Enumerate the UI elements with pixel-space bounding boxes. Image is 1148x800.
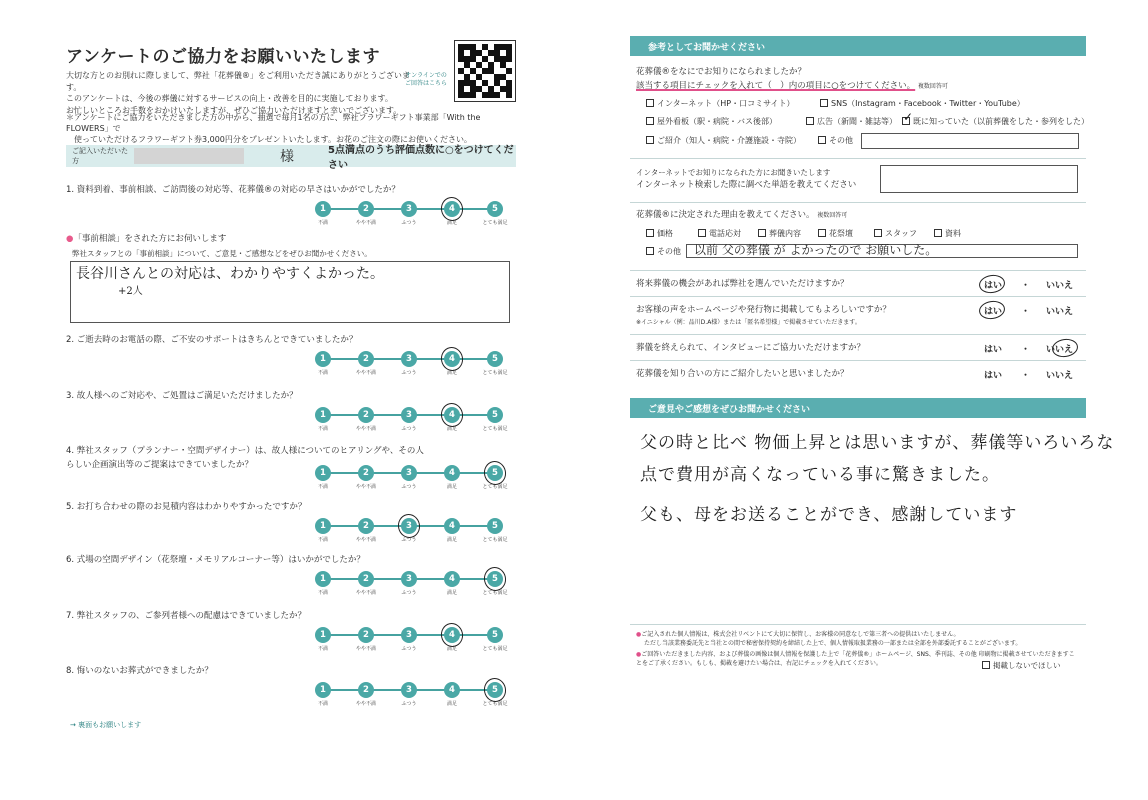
divider xyxy=(630,360,1086,361)
rating-option-2[interactable]: 2 xyxy=(358,682,374,698)
question-text: 5. お打ち合わせの際のお見積内容はわかりやすかったですか？ xyxy=(66,502,307,512)
rating-label: ふつう xyxy=(401,537,417,543)
yes-option[interactable]: はい xyxy=(984,281,1003,291)
option-ad[interactable]: 広告（新聞・雑誌等） xyxy=(806,116,897,128)
divider xyxy=(630,624,1086,625)
rating-option-4[interactable]: 4 xyxy=(444,682,460,698)
rating-option-4[interactable]: 4 xyxy=(444,627,460,643)
consult-answer-note: +2人 xyxy=(118,286,143,297)
rating-label: ふつう xyxy=(401,426,417,432)
rating-label: 満足 xyxy=(446,220,457,226)
rating-option-1[interactable]: 1 xyxy=(315,407,331,423)
reason-option[interactable]: 電話応対 xyxy=(698,228,741,240)
reason-other-answer: 以前 父の葬儀 が よかったので お願いした。 xyxy=(694,243,938,257)
rating-option-4[interactable]: 4 xyxy=(444,201,460,217)
option-sns[interactable]: SNS（Instagram・Facebook・Twitter・YouTube） xyxy=(820,98,1025,110)
option-other[interactable]: その他 xyxy=(818,135,853,147)
rating-option-4[interactable]: 4 xyxy=(444,571,460,587)
rating-label: ふつう xyxy=(401,646,417,652)
rating-label: とても満足 xyxy=(482,484,508,490)
q-internet-sub: インターネット検索した際に調べた単語を教えてください xyxy=(636,180,857,190)
rating-scale xyxy=(315,679,508,715)
yes-option[interactable]: はい xyxy=(984,307,1003,317)
consult-subtext: 弊社スタッフとの「事前相談」について、ご意見・ご感想などをぜひお聞かせください。 xyxy=(72,249,372,258)
reason-option[interactable]: 資料 xyxy=(934,228,961,240)
rating-label: 満足 xyxy=(446,701,457,707)
option-referral[interactable]: ご紹介（知人・病院・介護施設・寺院） xyxy=(646,135,801,147)
yes-option[interactable]: はい xyxy=(984,345,1003,355)
rating-label: ふつう xyxy=(401,484,417,490)
rating-scale xyxy=(315,462,508,498)
consult-answer: 長谷川さんとの対応は、わかりやすくよかった。 xyxy=(76,266,384,282)
rating-option-1[interactable]: 1 xyxy=(315,465,331,481)
rating-option-3[interactable]: 3 xyxy=(401,571,417,587)
continue-note: → 裏面もお願いします xyxy=(70,721,142,729)
question-text: 6. 式場の空間デザイン（花祭壇・メモリアルコーナー等）はいかがでしたか？ xyxy=(66,555,365,565)
rating-option-5[interactable]: 5 xyxy=(487,571,503,587)
q-internet: インターネットでお知りになられた方にお聞きいたします xyxy=(636,168,831,177)
rating-label: ふつう xyxy=(401,370,417,376)
question-text: 7. 弊社スタッフの、ご参列者様への配慮はできていましたか？ xyxy=(66,611,306,621)
rating-label: 不満 xyxy=(317,537,328,543)
rating-scale xyxy=(315,515,508,551)
comment-line-2: 点で費用が高くなっている事に驚きました。 xyxy=(640,465,1000,485)
rating-label: 不満 xyxy=(317,220,328,226)
reason-option[interactable]: 葬儀内容 xyxy=(758,228,801,240)
separator-dot: ・ xyxy=(1021,371,1031,381)
rating-label: とても満足 xyxy=(482,426,508,432)
rating-label: やや不満 xyxy=(355,426,376,432)
rating-option-3[interactable]: 3 xyxy=(401,465,417,481)
rating-option-5[interactable]: 5 xyxy=(487,201,503,217)
comment-line-1: 父の時と比べ 物価上昇とは思いますが、葬儀等いろいろな xyxy=(640,433,1115,453)
rating-label: 不満 xyxy=(317,590,328,596)
rating-label: ふつう xyxy=(401,220,417,226)
q-how-known: 花葬儀®をなにでお知りになられましたか？ xyxy=(636,67,807,77)
answer-circle xyxy=(978,299,1006,320)
rating-label: やや不満 xyxy=(355,484,376,490)
rating-scale xyxy=(315,568,508,604)
rating-option-4[interactable]: 4 xyxy=(444,351,460,367)
question-text: 3. 故人様へのご対応や、ご処置はご満足いただけましたか？ xyxy=(66,391,298,401)
rating-scale xyxy=(315,348,508,384)
privacy-note-2: ●ご回答いただきました内容、および葬儀の画像は個人情報を保護した上で「花葬儀®」ホームページ、SNS、季刊誌、その他 印刷物に掲載させていただきますことをご了承ください。もしも、掲載を避けたい場合は、右記にチェックを入れてください。 xyxy=(636,651,1075,667)
option-internet[interactable]: インターネット（HP・口コミサイト） xyxy=(646,98,795,110)
rating-option-5[interactable]: 5 xyxy=(487,627,503,643)
rating-option-4[interactable]: 4 xyxy=(444,465,460,481)
yes-no-question: 将来葬儀の機会があれば弊社を選んでいただけますか？ xyxy=(636,279,849,289)
rating-label: とても満足 xyxy=(482,537,508,543)
rating-option-5[interactable]: 5 xyxy=(487,351,503,367)
consult-heading: ●「事前相談」をされた方にお伺いします xyxy=(66,234,227,244)
rating-option-2[interactable]: 2 xyxy=(358,571,374,587)
rating-option-2[interactable]: 2 xyxy=(358,627,374,643)
rating-label: 不満 xyxy=(317,426,328,432)
reason-option[interactable]: スタッフ xyxy=(874,228,917,240)
rating-option-1[interactable]: 1 xyxy=(315,201,331,217)
no-option[interactable]: いいえ xyxy=(1046,307,1074,317)
rating-option-1[interactable]: 1 xyxy=(315,627,331,643)
rating-option-5[interactable]: 5 xyxy=(487,518,503,534)
option-already-known[interactable]: 既に知っていた（以前葬儀をした・参列をした） xyxy=(902,116,1089,128)
intro-text: 大切な方とのお別れに際しまして、弊社「花葬儀®」をご利用いただき誠にありがとうございます。 このアンケートは、今後の葬儀に対するサービスの向上・改善を目的に実施しております。 お忙しいところお手数をおかけいたしますが、ぜひご協力いただけますと幸いでございます。 xyxy=(66,71,410,115)
rating-option-3[interactable]: 3 xyxy=(401,682,417,698)
checkmark-icon: ✓ xyxy=(903,110,914,124)
rating-label: やや不満 xyxy=(355,220,376,226)
rating-option-1[interactable]: 1 xyxy=(315,682,331,698)
rating-label: 不満 xyxy=(317,484,328,490)
divider xyxy=(630,202,1086,203)
rating-option-5[interactable]: 5 xyxy=(487,407,503,423)
rating-option-1[interactable]: 1 xyxy=(315,351,331,367)
rating-label: 満足 xyxy=(446,590,457,596)
rating-label: とても満足 xyxy=(482,370,508,376)
rating-scale xyxy=(315,198,508,234)
rating-label: やや不満 xyxy=(355,537,376,543)
question-text: 1. 資料到着、事前相談、ご訪問後の対応等、花葬儀®の対応の早さはいかがでしたか？ xyxy=(66,185,400,195)
rating-option-5[interactable]: 5 xyxy=(487,465,503,481)
privacy-note-1: ●ご記入された個人情報は、株式会社リベントにて大切に保管し、お客様の同意なしで第三者への提供はいたしません。 ただし当該業務委託先と当社との間で秘密保持契約を締結した上で、個人情報取扱業務の一部または全部を外部委託することがございます。 xyxy=(636,631,1022,647)
rating-label: 満足 xyxy=(446,426,457,432)
answer-circle xyxy=(978,273,1006,294)
reason-option[interactable]: 花祭壇 xyxy=(818,228,853,240)
page-title: アンケートのご協力をお願いいたします xyxy=(66,47,380,67)
reason-other[interactable]: その他 xyxy=(646,246,681,258)
sama-label: 様 xyxy=(280,149,294,165)
rating-label: 不満 xyxy=(317,370,328,376)
survey-page-back xyxy=(574,0,1148,800)
name-bar xyxy=(66,145,516,171)
rating-label: 不満 xyxy=(317,701,328,707)
rating-option-3[interactable]: 3 xyxy=(401,201,417,217)
rating-option-2[interactable]: 2 xyxy=(358,351,374,367)
other-entry-box[interactable] xyxy=(861,133,1079,149)
yes-no-question: 花葬儀を知り合いの方にご紹介したいと思いましたか？ xyxy=(636,369,849,379)
rating-option-4[interactable]: 4 xyxy=(444,518,460,534)
rating-label: とても満足 xyxy=(482,220,508,226)
rating-option-3[interactable]: 3 xyxy=(401,351,417,367)
rating-label: とても満足 xyxy=(482,646,508,652)
rating-option-3[interactable]: 3 xyxy=(401,627,417,643)
separator-dot: ・ xyxy=(1021,281,1031,291)
option-billboard[interactable]: 屋外看板（駅・病院・バス後部） xyxy=(646,116,777,128)
rating-option-1[interactable]: 1 xyxy=(315,518,331,534)
question-text: 2. ご逝去時のお電話の際、ご不安のサポートはきちんとできていましたか？ xyxy=(66,335,358,345)
rating-option-2[interactable]: 2 xyxy=(358,465,374,481)
rating-label: 満足 xyxy=(446,646,457,652)
section-bar-comments: ご意見やご感想をぜひお聞かせください xyxy=(630,398,1086,418)
section-bar-reference: 参考としてお聞かせください xyxy=(630,36,1086,56)
q-how-known-sub: 該当する項目にチェックを入れて（ ）内の項目に○をつけてください。 複数回答可 xyxy=(636,81,948,91)
rating-label: やや不満 xyxy=(355,370,376,376)
no-option[interactable]: いいえ xyxy=(1046,345,1074,355)
rating-label: やや不満 xyxy=(355,646,376,652)
qr-label: オンラインでのご回答はこちら xyxy=(404,72,447,87)
rating-option-3[interactable]: 3 xyxy=(401,407,417,423)
reason-option[interactable]: 価格 xyxy=(646,228,673,240)
name-redacted xyxy=(134,148,244,164)
rating-label: やや不満 xyxy=(355,701,376,707)
yes-no-question-note: ※イニシャル（例：品川D.A様）または「匿名希望様」で掲載させていただきます。 xyxy=(636,319,861,326)
rating-scale xyxy=(315,404,508,440)
rating-option-4[interactable]: 4 xyxy=(444,407,460,423)
rating-option-2[interactable]: 2 xyxy=(358,518,374,534)
rating-label: 満足 xyxy=(446,484,457,490)
yes-no-question: お客様の声をホームページや発行物に掲載してもよろしいですか？ xyxy=(636,305,891,315)
no-option[interactable]: いいえ xyxy=(1046,371,1074,381)
rating-label: ふつう xyxy=(401,701,417,707)
yes-option[interactable]: はい xyxy=(984,371,1003,381)
rating-label: ふつう xyxy=(401,590,417,596)
search-words-box[interactable] xyxy=(880,165,1078,193)
rating-option-1[interactable]: 1 xyxy=(315,571,331,587)
rating-label: やや不満 xyxy=(355,590,376,596)
divider xyxy=(630,296,1086,297)
qr-code-icon[interactable] xyxy=(454,40,516,102)
question-text: 8. 悔いのないお葬式ができましたか？ xyxy=(66,666,213,676)
scale-instruction: 5点満点のうち評価点数に○をつけてください xyxy=(328,145,514,171)
no-option[interactable]: いいえ xyxy=(1046,281,1074,291)
divider xyxy=(630,158,1086,159)
no-publish-checkbox[interactable]: 掲載しないでほしい xyxy=(982,660,1061,672)
separator-dot: ・ xyxy=(1021,307,1031,317)
yes-no-question: 葬儀を終えられて、インタビューにご協力いただけますか？ xyxy=(636,343,865,353)
question-text: 4. 弊社スタッフ（プランナー・空間デザイナー）は、故人様についてのヒアリングや、その人らしい企画演出等のご提案はできていましたか？ xyxy=(66,446,424,470)
divider xyxy=(630,334,1086,335)
gift-note: ＊アンケートにご協力をいただきました方の中から、抽選で毎月1名の方に、弊社フラワーギフト事業部「With the FLOWERS」で 使っていただけるフラワーギフト券3,000円分をプレゼントいたします。お花のご注文の際にお使いください。 xyxy=(66,113,481,144)
rating-option-5[interactable]: 5 xyxy=(487,682,503,698)
rating-label: とても満足 xyxy=(482,590,508,596)
name-label: ご記入いただいた方 xyxy=(72,147,128,165)
rating-option-3[interactable]: 3 xyxy=(401,518,417,534)
rating-scale xyxy=(315,624,508,660)
separator-dot: ・ xyxy=(1021,345,1031,355)
divider xyxy=(630,270,1086,271)
rating-label: 満足 xyxy=(446,537,457,543)
q-reason: 花葬儀®に決定された理由を教えてください。 複数回答可 xyxy=(636,210,848,220)
rating-label: 不満 xyxy=(317,646,328,652)
answer-circle xyxy=(1051,337,1079,358)
comment-line-3: 父も、母をお送ることができ、感謝しています xyxy=(640,505,1018,525)
rating-option-2[interactable]: 2 xyxy=(358,201,374,217)
rating-label: とても満足 xyxy=(482,701,508,707)
rating-label: 満足 xyxy=(446,370,457,376)
rating-option-2[interactable]: 2 xyxy=(358,407,374,423)
